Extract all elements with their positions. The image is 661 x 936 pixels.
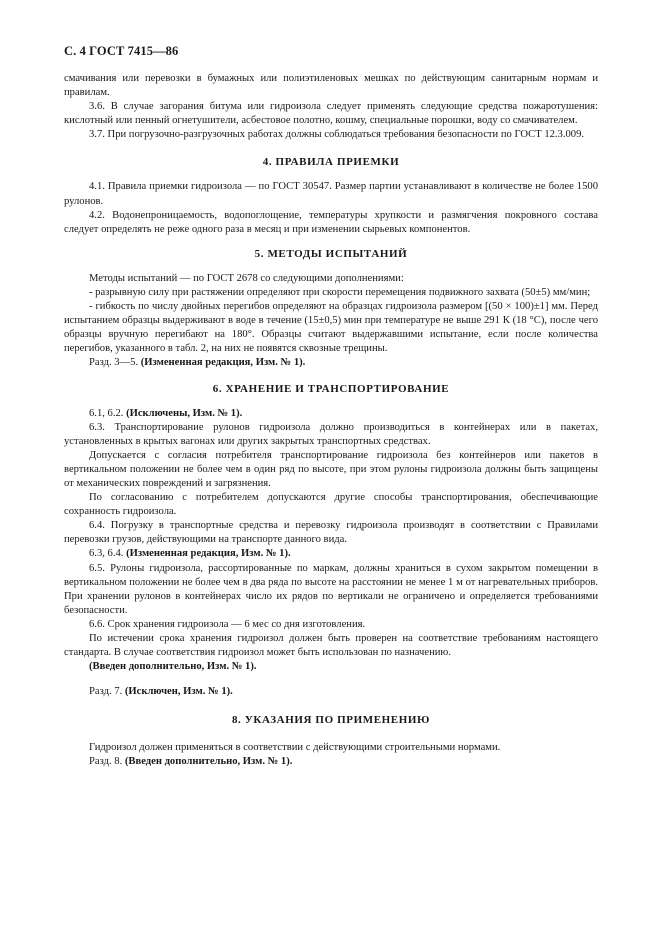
section-heading-6: 6. ХРАНЕНИЕ И ТРАНСПОРТИРОВАНИЕ	[212, 382, 450, 395]
paragraph	[64, 685, 598, 699]
amendment-ref: Разд. 3—5.	[89, 357, 141, 369]
amendment-note: (Введен дополнительно, Изм. № 1).	[89, 661, 257, 673]
section-heading-4: 4. ПРАВИЛА ПРИЕМКИ	[262, 156, 400, 169]
paragraph	[64, 755, 598, 769]
paragraph: 3.7. При погрузочно-разгрузочных работах должны соблюдаться требования безопасности по ГОСТ 12.3.009.	[89, 129, 585, 141]
paragraph: 6.6. Срок хранения гидроизола — 6 мес со дня изготовления.	[89, 618, 366, 630]
paragraph: По истечении срока хранения гидроизол должен быть проверен на соответствие требованиям настоящего стандарта. В случае соответствия гидроизол может быть использован по назначению.	[64, 633, 598, 659]
paragraph: 3.6. В случае загорания битума или гидроизола следует применять следующие средства пожаротушения: кислотный или пенный огнетушители, асбестовое полотно, кошму, специальные порошки, воду со смачивателем.	[64, 101, 598, 127]
amendment-note: (Исключен, Изм. № 1).	[124, 686, 233, 698]
amendment-ref: Разд. 8.	[89, 756, 125, 768]
paragraph: 4.1. Правила приемки гидроизола — по ГОСТ 30547. Размер партии устанавливают в количестве не более 1500 рулонов.	[64, 181, 598, 207]
paragraph	[64, 547, 598, 561]
paragraph: 4.2. Водонепроницаемость, водопоглощение, температуры хрупкости и размягчения покровного состава следует определять не реже одного раза в месяц и при изменении сырьевых компонентов.	[64, 209, 598, 235]
paragraph: 6.3. Транспортирование рулонов гидроизола должно производиться в контейнерах или в пакетах, установленных в крытых вагонах или других закрытых транспортных средствах.	[64, 421, 598, 447]
amendment-note: (Измененная редакция, Изм. № 1).	[140, 357, 306, 369]
paragraph: смачивания или перевозки в бумажных или полиэтиленовых мешках по действующим санитарным нормам и правилам.	[64, 73, 598, 99]
paragraph	[64, 407, 598, 421]
section-heading-8: 8. УКАЗАНИЯ ПО ПРИМЕНЕНИЮ	[231, 714, 431, 727]
document-body	[64, 72, 598, 770]
paragraph: По согласованию с потребителем допускаются другие способы транспортирования, обеспечивающие сохранность гидроизола.	[64, 492, 598, 518]
section-heading-5: 5. МЕТОДЫ ИСПЫТАНИЙ	[254, 247, 408, 260]
amendment-ref: 6.3, 6.4.	[89, 548, 127, 560]
paragraph	[64, 356, 598, 370]
paragraph: - разрывную силу при растяжении определяют при скорости перемещения подвижного захвата (50±5) мм/мин;	[89, 286, 591, 298]
page-header: С. 4 ГОСТ 7415—86	[64, 44, 179, 58]
amendment-ref: 6.1, 6.2.	[89, 407, 127, 419]
paragraph: 6.4. Погрузку в транспортные средства и перевозку гидроизола производят в соответствии с Правилами перевозки грузов, действующими на транспорте данного вида.	[64, 520, 598, 546]
paragraph	[64, 660, 598, 674]
paragraph: Методы испытаний — по ГОСТ 2678 со следующими дополнениями:	[89, 272, 404, 284]
paragraph: 6.5. Рулоны гидроизола, рассортированные по маркам, должны храниться в сухом закрытом помещении в вертикальном положении не более чем в два ряда по высоте на расстоянии не менее 1 м от нагревательных приборов. При хранении рулонов в контейнерах число их рядов по вертикали не ограничено и определяется требованиями безопасности.	[64, 562, 598, 616]
amendment-note: (Исключены, Изм. № 1).	[126, 407, 243, 419]
amendment-ref: Разд. 7.	[89, 686, 125, 698]
paragraph: Допускается с согласия потребителя транспортирование гидроизола без контейнеров или пакетов в вертикальном положении не более чем в один ряд по высоте, при этом рулоны гидроизола должны быть защищены от механических повреждений и загрязнения.	[64, 449, 598, 489]
amendment-note: (Введен дополнительно, Изм. № 1).	[124, 756, 293, 768]
paragraph: Гидроизол должен применяться в соответствии с действующими строительными нормами.	[89, 742, 501, 754]
paragraph: - гибкость по числу двойных перегибов определяют на образцах гидроизола размером [(50 × 100)±1] мм. Перед испытанием образцы выдерживают в воде в течение (15±0,5) мин при температуре не выше 291 К (18 °С), после чего образцы вручную перегибают на 180°. Образцы считают выдержавшими испытание, если после количества перегибов, указанного в табл. 2, на них не появятся сквозные трещины.	[64, 301, 598, 355]
amendment-note: (Измененная редакция, Изм. № 1).	[126, 548, 291, 560]
